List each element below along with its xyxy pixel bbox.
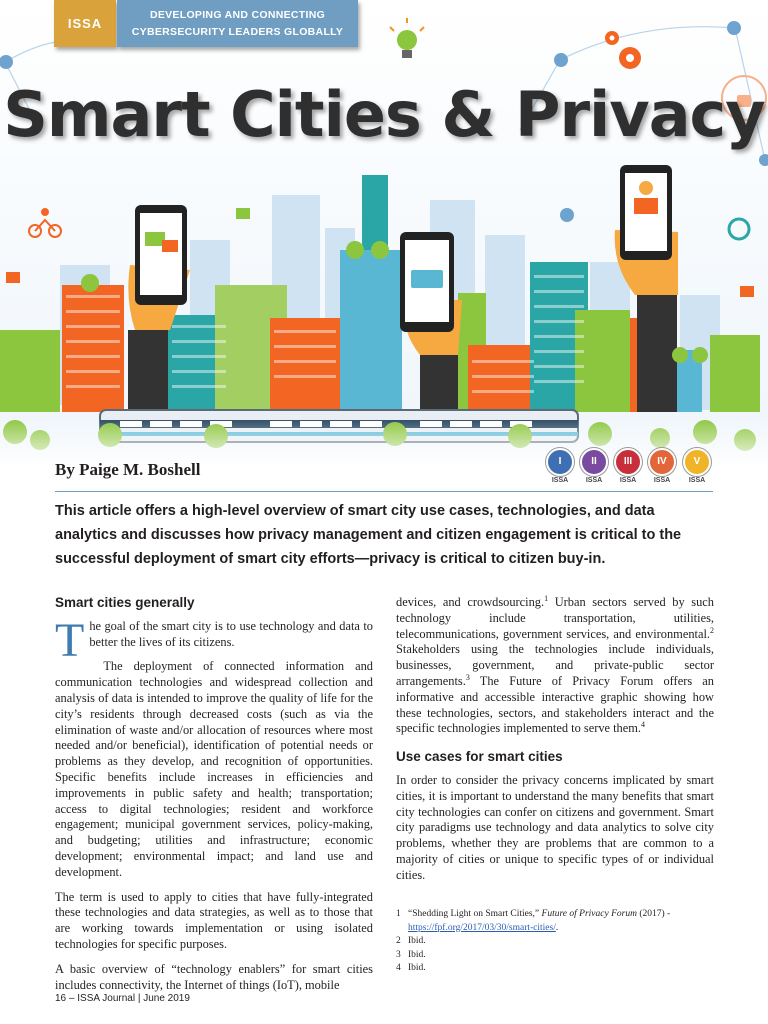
footnote bbox=[396, 908, 714, 935]
footnote-ref: 3 bbox=[465, 672, 470, 682]
footnote-number: 4 bbox=[396, 963, 401, 973]
abstract: This article offers a high-level overview of smart city use cases, technologies, and data analytics and discusses how privacy management and citizen engagement is critical to the successful deployment of smart city efforts—privacy is critical to citizen buy-in. bbox=[55, 503, 682, 567]
footnote-link[interactable]: https://fpf.org/2017/03/30/smart-cities/ bbox=[408, 922, 556, 933]
page-title: Smart Cities & Privacy bbox=[3, 78, 765, 151]
level-badge-disc: I bbox=[546, 448, 574, 476]
section-heading: Smart cities generally bbox=[55, 595, 195, 610]
footnote-text: Ibid. bbox=[408, 949, 426, 960]
level-badge-label: ISSA bbox=[619, 477, 637, 484]
footnote-source: Future of Privacy Forum bbox=[541, 909, 637, 919]
footnote-ref: 2 bbox=[710, 625, 714, 635]
level-badge-3 bbox=[614, 448, 642, 484]
column-right bbox=[396, 595, 714, 893]
paragraph-text: Stakeholders using the technologies include individuals, businesses, government, and private-public sector arrangements. bbox=[396, 642, 714, 688]
drop-cap: T bbox=[55, 613, 85, 667]
byline: By Paige M. Boshell bbox=[55, 460, 201, 479]
paragraph bbox=[396, 595, 714, 737]
level-badge-label: ISSA bbox=[551, 477, 569, 484]
paragraph: A basic overview of “technology enablers” for smart cities includes connectivity, the Internet of things (IoT), mobile bbox=[55, 961, 373, 992]
issa-tab: ISSA bbox=[54, 0, 116, 47]
footnote-text: . bbox=[555, 922, 559, 933]
section-heading: Use cases for smart cities bbox=[396, 749, 563, 765]
tagline-line-1: DEVELOPING AND CONNECTING bbox=[149, 8, 326, 21]
byline-rule bbox=[55, 491, 713, 492]
footnote bbox=[396, 949, 714, 963]
paragraph-text: devices, and crowdsourcing. bbox=[396, 595, 545, 609]
footnote-ref: 4 bbox=[640, 720, 645, 730]
level-badge-label: ISSA bbox=[585, 477, 603, 484]
footnotes bbox=[396, 908, 714, 976]
footnote-text: “Shedding Light on Smart Cities,” bbox=[408, 909, 542, 919]
level-badge-label: ISSA bbox=[653, 477, 671, 484]
level-badge-5 bbox=[683, 448, 711, 484]
footnote-number: 3 bbox=[396, 949, 401, 960]
footnote-number: 1 bbox=[396, 909, 401, 919]
page-footer: 16 – ISSA Journal | June 2019 bbox=[55, 993, 190, 1004]
level-badge-label: ISSA bbox=[688, 477, 706, 484]
paragraph: The deployment of connected information and communication technologies and widespread collection and analysis of data is intended to improve the quality of life for the city’s residents through decreased costs (such as via the elimination of waste and/or allocation of resources where most needed and/or beneficial), identification of potential needs or problems as they develop, and recognition of opportunities. Specific benefits include increases in efficiencies and improvements in public safety and health; transportation; access to digital technologies; resident and workforce engagement; municipal government services, policy-making, and budgeting; utilities and infrastructure; economic development; environmental impact; and land use and development. bbox=[55, 659, 373, 879]
level-badge-2 bbox=[580, 448, 608, 484]
header-tagline bbox=[117, 0, 358, 47]
level-badge-4 bbox=[648, 448, 676, 484]
column-left bbox=[55, 595, 373, 1002]
level-badge-disc: III bbox=[614, 448, 642, 476]
paragraph: In order to consider the privacy concerns implicated by smart cities, it is important to understand the many benefits that smart city technologies can confer on citizens and government. Smart city paradigms use technology and data analytics to solve city problems, whether they are problems that are common to a majority of cities or unique to specific types of or individual cities. bbox=[396, 772, 714, 882]
tagline-line-2: CYBERSECURITY LEADERS GLOBALLY bbox=[131, 25, 344, 38]
footnote-ref: 1 bbox=[544, 593, 549, 603]
footnote-number: 2 bbox=[396, 936, 401, 946]
chat-bubble-icon bbox=[236, 208, 250, 219]
level-badge-1 bbox=[546, 448, 574, 484]
footnote-text: Ibid. bbox=[408, 936, 426, 946]
footnote bbox=[396, 962, 714, 976]
paragraph bbox=[55, 613, 373, 667]
paragraph-text: he goal of the smart city is to use technology and data to better the lives of its citizens. bbox=[89, 618, 373, 649]
paragraph-text: The Future of Privacy Forum offers an informative and accessible interactive graphic showing how these technologies, sectors, and stakeholders interact and the specific technologies implemented to serve them. bbox=[396, 673, 714, 736]
footnote bbox=[396, 935, 714, 949]
paragraph-text: Urban sectors served by such technology include transportation, utilities, telecommunications, government services, and environmental. bbox=[396, 595, 714, 641]
level-badge-disc: IV bbox=[648, 448, 676, 476]
footnote-text: (2017) - bbox=[636, 909, 671, 919]
level-badge-disc: II bbox=[580, 448, 608, 476]
level-badge-disc: V bbox=[683, 448, 711, 476]
paragraph: The term is used to apply to cities that have fully-integrated these technologies and data strategies, as well as to those that are working towards implementation or using isolated technologies for specific purposes. bbox=[55, 889, 373, 951]
smart-city-illustration bbox=[0, 0, 768, 468]
footnote-text: Ibid. bbox=[408, 963, 426, 973]
